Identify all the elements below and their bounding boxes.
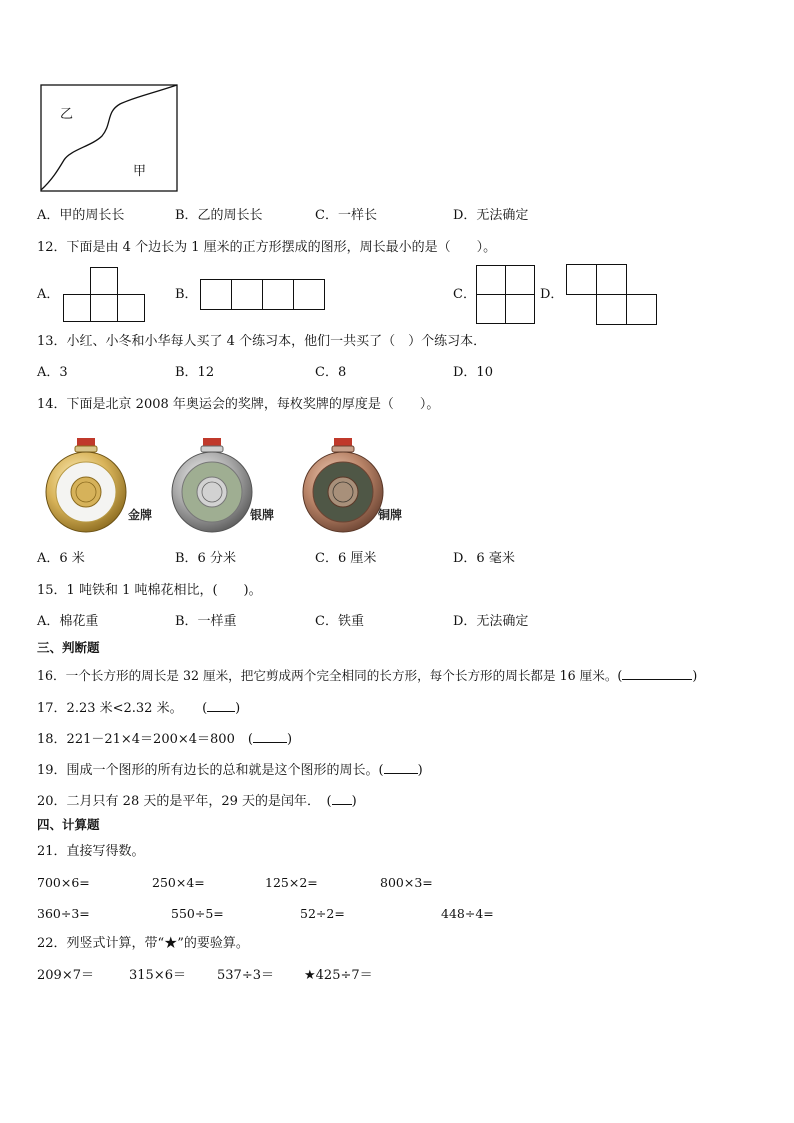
q15-option-d[interactable]: D．无法确定 [453,614,529,629]
q12-shape-c [476,265,536,325]
q15-option-c[interactable]: C．铁重 [315,614,364,629]
q21-item: 125×2= [265,875,318,890]
q21-item: 448÷4= [441,906,494,921]
q16-close: ) [692,668,698,683]
q18-text: 18．221－21×4＝200×4＝800 ( [37,732,253,747]
q18-close: ) [286,732,293,747]
section-3-heading: 三、判断题 [37,640,100,655]
q14-option-c[interactable]: C．6 厘米 [315,551,377,566]
q14-option-a[interactable]: A．6 米 [37,551,85,566]
q15-option-a[interactable]: A．棉花重 [37,614,99,629]
q21-item: 250×4= [152,875,205,890]
gold-medal-image [40,436,130,532]
q16-text: 16．一个长方形的周长是 32 厘米，把它剪成两个完全相同的长方形，每个长方形的周长都是 16 厘米。( [37,668,623,683]
q13-option-d[interactable]: D．10 [453,365,493,380]
figure-dividing-curve [41,85,177,190]
q17-statement [37,697,240,718]
q11-figure [40,84,180,194]
q11-option-c[interactable]: C．一样长 [315,208,377,223]
q22-stem: 22．列竖式计算，带“★”的要验算。 [37,936,249,951]
section-4-heading: 四、计算题 [37,817,100,832]
q12-label-c[interactable]: C． [453,287,476,302]
label-yi: 乙 [60,107,74,122]
q19-answer-blank[interactable] [384,759,418,774]
q13-option-b[interactable]: B．12 [175,365,215,380]
q12-shape-b [200,279,326,311]
label-jia: 甲 [133,164,147,179]
q12-stem: 12．下面是由 4 个边长为 1 厘米的正方形摆成的图形，周长最小的是（ ）。 [37,240,497,255]
q22-item: 315×6＝ [129,968,186,983]
q22-item: ★425÷7＝ [304,968,373,983]
q12-label-b[interactable]: B． [175,287,198,302]
q11-option-d[interactable]: D．无法确定 [453,208,529,223]
q11-option-a[interactable]: A．甲的周长长 [37,208,125,223]
q20-answer-blank[interactable] [332,790,352,805]
q11-option-b[interactable]: B．乙的周长长 [175,208,263,223]
q13-option-c[interactable]: C．8 [315,365,347,380]
q19-statement [37,759,423,780]
q19-text: 19．围成一个图形的所有边长的总和就是这个图形的周长。( [37,763,384,778]
q20-statement [37,790,357,811]
gold-medal-label: 金牌 [128,508,153,522]
silver-medal-image [166,436,256,532]
q17-close: ) [235,701,241,716]
q13-stem: 13．小红、小冬和小华每人买了 4 个练习本，他们一共买了（ ）个练习本． [37,334,487,349]
q14-option-d[interactable]: D．6 毫米 [453,551,515,566]
q21-item: 550÷5= [171,906,224,921]
q16-answer-blank[interactable] [622,665,692,680]
q21-item: 52÷2= [300,906,345,921]
q17-answer-blank[interactable] [207,697,235,712]
q16-statement [37,665,697,685]
q21-item: 800×3= [380,875,433,890]
q15-stem: 15．1 吨铁和 1 吨棉花相比，( )。 [37,583,262,598]
q17-text: 17．2.23 米<2.32 米。 ( [37,701,208,716]
bronze-medal-label: 铜牌 [378,508,403,522]
q12-label-a[interactable]: A． [37,287,60,302]
q20-close: ) [351,794,357,809]
q19-close: ) [417,763,423,778]
bronze-medal-image [297,436,387,532]
silver-medal-label: 银牌 [250,508,275,522]
q13-option-a[interactable]: A．3 [37,365,68,380]
q12-shape-a [63,267,147,323]
q12-label-d[interactable]: D． [540,287,564,302]
q21-stem: 21．直接写得数。 [37,844,145,859]
q14-option-b[interactable]: B．6 分米 [175,551,236,566]
q18-answer-blank[interactable] [253,728,287,743]
q12-shape-d [566,264,658,326]
q20-text: 20．二月只有 28 天的是平年，29 天的是闰年． ( [37,794,332,809]
figure-rectangle [41,85,177,191]
q14-stem: 14．下面是北京 2008 年奥运会的奖牌，每枚奖牌的厚度是（ ）。 [37,397,440,412]
q21-item: 360÷3= [37,906,90,921]
q21-item: 700×6= [37,875,90,890]
q22-item: 209×7＝ [37,968,94,983]
q18-statement [37,728,292,749]
q22-item: 537÷3＝ [217,968,274,983]
q15-option-b[interactable]: B．一样重 [175,614,237,629]
